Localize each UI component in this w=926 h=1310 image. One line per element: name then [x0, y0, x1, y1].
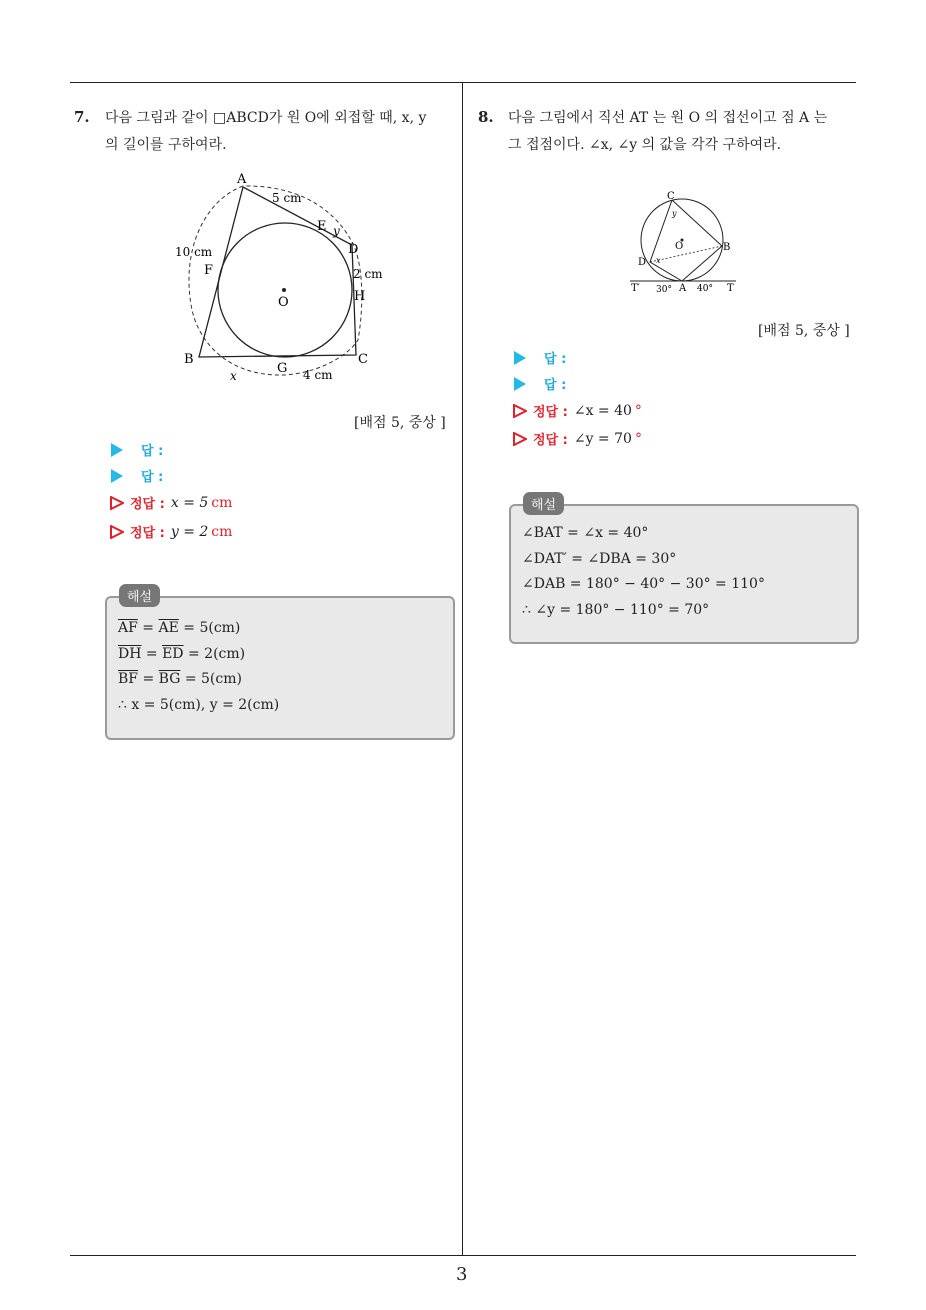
q8-label-T1: T′: [631, 283, 640, 294]
q7-len-DC: 2 cm: [353, 267, 383, 281]
q7-quadrilateral: [199, 187, 359, 357]
q8-var-x: x: [656, 256, 661, 265]
q8-correct-1-triangle-icon: [513, 404, 527, 418]
q7-dashed-arc: [189, 186, 362, 375]
q7-var-x: x: [230, 369, 237, 383]
q7-answer-row-2: [111, 466, 163, 485]
q8-chord-DB: [650, 246, 722, 262]
q7-seg-ED: $\overline{ED}$: [162, 646, 184, 662]
q8-line1: 다음 그림에서 직선 AT 는 원 O 의 접선이고 점 A 는: [508, 110, 828, 126]
q8-correct-2-label: 정답 :: [533, 433, 568, 448]
page-number: 3: [456, 1264, 468, 1285]
q8-angle-30: 30°: [656, 285, 672, 294]
q7-len-GC: 4 cm: [303, 368, 333, 382]
q8-score: [배점 5, 중상 ]: [758, 323, 850, 339]
q7-label-H: H: [354, 289, 366, 304]
q8-label-D: D: [638, 257, 647, 268]
q7-val1: = 5(cm): [178, 620, 241, 636]
q7-seg-BG: $\overline{BG}$: [158, 671, 181, 687]
q7-explanation-tag: 해설: [119, 584, 160, 607]
q7-line2: 의 길이를 구하여라.: [105, 137, 227, 153]
q7-label-O: O: [278, 295, 289, 310]
q8-correct-2-unit: °: [634, 430, 642, 447]
q8-correct-1-expr: ∠x = 40: [573, 402, 632, 419]
q8-label-B: B: [723, 242, 731, 253]
q7-correct-1-label: 정답 :: [130, 497, 165, 512]
q8-answer-row-1: [514, 348, 566, 367]
top-rule: [70, 82, 856, 83]
q8-number: 8.: [478, 108, 494, 126]
q7-seg-AE: $\overline{AE}$: [158, 620, 179, 636]
q8-angle-40: 40°: [697, 284, 713, 294]
q8-label-O: O: [675, 241, 684, 252]
q8-explain-line4: ∴ ∠y = 180° − 110° = 70°: [522, 602, 710, 618]
q8-label-A: A: [679, 283, 687, 294]
q8-answer-2-triangle-icon: [514, 377, 526, 391]
q8-correct-2-expr: ∠y = 70: [573, 430, 632, 447]
q8-correct-1-label: 정답 :: [533, 405, 568, 420]
q7-label-A: A: [237, 172, 247, 187]
q8-explain-line1: ∠BAT = ∠x = 40°: [522, 525, 649, 541]
q7-eq2: =: [141, 646, 163, 662]
q8-var-y: y: [672, 209, 677, 218]
q7-eq3: =: [138, 671, 159, 687]
q7-seg-DH: $\overline{DH}$: [118, 646, 142, 662]
q7-explain-line2: [118, 646, 245, 662]
q7-label-D: D: [348, 242, 359, 257]
q7-correct-2-expr: y = 2: [170, 523, 209, 540]
q7-val3: = 5(cm): [180, 671, 242, 687]
q8-explain-line3: ∠DAB = 180° − 40° − 30° = 110°: [522, 576, 765, 592]
column-divider: [462, 82, 463, 1256]
q7-label-B: B: [184, 352, 194, 367]
q8-explanation-tag: 해설: [523, 492, 564, 515]
q8-correct-2-triangle-icon: [513, 432, 527, 446]
q7-len-AE: 5 cm: [272, 191, 302, 205]
q7-correct-2-triangle-icon: [110, 525, 124, 539]
q7-figure: [170, 168, 400, 383]
q7-eq1: =: [137, 620, 159, 636]
q7-label-E: E: [317, 219, 327, 234]
q7-correct-row-1: [110, 493, 232, 512]
q7-label-F: F: [204, 263, 214, 278]
q8-answer-2-label: 답 :: [544, 378, 567, 393]
q7-explanation-box: [105, 596, 455, 740]
q7-explain-line1: [118, 620, 240, 636]
q7-var-y: y: [333, 224, 340, 238]
q8-answer-1-label: 답 :: [544, 352, 567, 367]
q7-correct-2-label: 정답 :: [130, 526, 165, 541]
q7-answer-1-label: 답 :: [141, 444, 164, 459]
q7-center-dot: [282, 288, 286, 292]
q8-label-T: T: [727, 283, 734, 294]
q7-label-C: C: [358, 352, 368, 367]
q8-correct-row-2: [513, 429, 642, 448]
q7-correct-row-2: [110, 522, 232, 541]
q8-label-C: C: [667, 191, 675, 202]
q7-explain-line4: ∴ x = 5(cm), y = 2(cm): [118, 697, 280, 713]
q8-answer-row-2: [514, 374, 566, 393]
q8-explain-line2: ∠DAT′ = ∠DBA = 30°: [522, 551, 677, 567]
q8-answer-1-triangle-icon: [514, 351, 526, 365]
q7-answer-2-label: 답 :: [141, 470, 164, 485]
q7-correct-1-triangle-icon: [110, 496, 124, 510]
q7-label-G: G: [277, 361, 288, 376]
q7-answer-2-triangle-icon: [111, 469, 123, 483]
q8-correct-1-unit: °: [634, 402, 642, 419]
q7-answer-row-1: [111, 440, 163, 459]
q8-line2: 그 접점이다. ∠x, ∠y 의 값을 각각 구하여라.: [508, 137, 782, 153]
q7-number: 7.: [74, 108, 90, 126]
q7-score: [배점 5, 중상 ]: [354, 415, 446, 431]
bottom-rule: [70, 1255, 856, 1256]
q7-explain-line3: [118, 671, 242, 687]
q7-question: [105, 105, 457, 159]
q8-correct-row-1: [513, 401, 642, 420]
q7-answer-1-triangle-icon: [111, 443, 123, 457]
q8-figure: [625, 188, 745, 294]
q7-line1: 다음 그림과 같이 □ABCD가 원 O에 외접할 때, x, y: [105, 110, 427, 126]
q7-correct-1-unit: cm: [211, 494, 233, 511]
q8-question: [508, 105, 860, 159]
q7-len-AB: 10 cm: [175, 245, 213, 259]
q7-correct-1-expr: x = 5: [170, 494, 209, 511]
q7-correct-2-unit: cm: [211, 523, 233, 540]
q7-val2: = 2(cm): [183, 646, 246, 662]
q7-seg-AF: $\overline{AF}$: [118, 620, 138, 636]
q7-seg-BF: $\overline{BF}$: [118, 671, 139, 687]
